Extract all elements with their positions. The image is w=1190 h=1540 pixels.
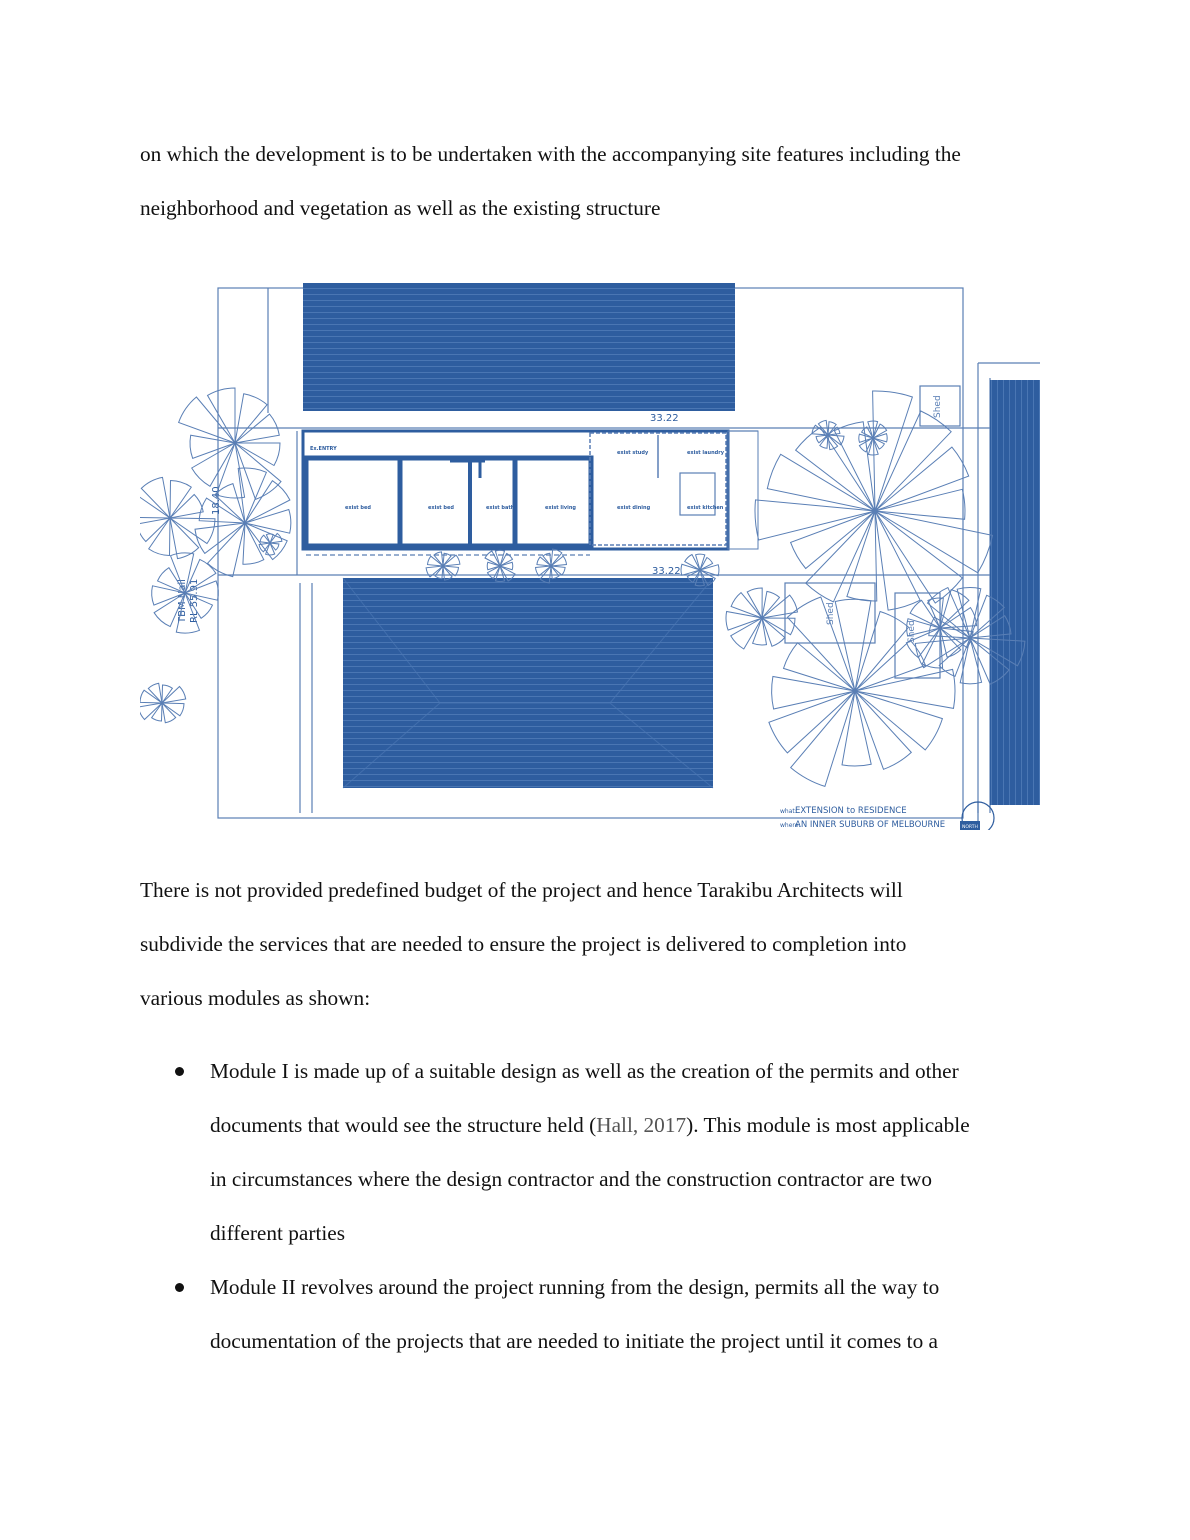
tree-leaf: [755, 500, 875, 540]
site-plan-drawing: [140, 283, 1040, 830]
tree-leaf: [940, 628, 961, 657]
tree-leaf: [266, 543, 275, 555]
tree-symbol: [812, 420, 844, 449]
room-label-bath: exist bath: [486, 505, 515, 511]
tree-leaf: [428, 556, 444, 566]
bullet-icon: [175, 1067, 184, 1076]
tree-leaf: [762, 618, 785, 646]
tree-leaf: [816, 435, 828, 443]
tree-symbol: [536, 549, 567, 583]
tree-leaf: [235, 394, 267, 443]
tree-symbol: [755, 391, 992, 610]
tree-leaf: [681, 564, 700, 575]
rl-label: RL 55.91: [189, 578, 200, 623]
tree-leaf: [537, 557, 551, 566]
tree-leaf: [140, 703, 162, 720]
tree-leaf: [731, 593, 762, 618]
tree-leaf: [140, 690, 162, 703]
what-key: what:: [780, 808, 797, 815]
tree-leaf: [170, 518, 215, 544]
tree-leaf: [772, 677, 855, 710]
where-key: where:: [780, 822, 801, 829]
room-label-living: exist living: [545, 505, 576, 511]
module-1-line-2: [210, 1098, 1060, 1152]
tree-leaf: [834, 422, 875, 511]
tree-leaf: [551, 556, 567, 566]
room-label-dining: exist dining: [617, 505, 651, 511]
site-plan-figure: [140, 283, 1040, 830]
room-label-kitchen: exist kitchen: [687, 505, 724, 511]
tree-symbol: [140, 477, 215, 558]
north-label: NORTH: [962, 825, 978, 830]
tree-leaf: [784, 643, 856, 691]
tree-leaf: [245, 481, 290, 523]
tree-leaf: [762, 591, 780, 618]
tree-symbol: [769, 597, 955, 786]
shed-label-a: Shed: [933, 395, 943, 418]
tree-symbol: [726, 588, 797, 649]
tree-leaf: [868, 421, 878, 438]
room-label-study: exist study: [617, 450, 649, 456]
tree-leaf: [192, 443, 235, 486]
modules-list: [140, 1044, 1060, 1368]
tree-symbol: [140, 683, 186, 722]
module-2-line-2: documentation of the projects that are needed to initiate the project until it comes to a: [210, 1329, 938, 1353]
tree-symbol: [179, 388, 281, 499]
module-1-line-4: different parties: [210, 1221, 346, 1245]
intro-line-1: on which the development is to be undertaken with the accompanying site features including the: [140, 142, 961, 166]
module-2-line-1: Module II revolves around the project running from the design, permits all the way to: [210, 1275, 940, 1299]
tree-symbol: [426, 552, 460, 580]
room-label-entry: Ex.ENTRY: [310, 446, 337, 452]
tree-leaf: [551, 549, 562, 566]
tbm-nail-label: TBM Nail: [177, 579, 188, 623]
shed-label-c: Shed: [907, 620, 917, 643]
tree-leaf: [875, 447, 969, 511]
module-1-line-2-start: documents that would see the structure held (: [210, 1113, 597, 1137]
tree-leaf: [170, 495, 203, 519]
title-block: [780, 802, 994, 830]
tree-leaf: [195, 523, 245, 553]
bullet-icon: [175, 1283, 184, 1292]
dimension-top: 33.22: [650, 413, 679, 424]
tree-leaf: [443, 566, 452, 580]
module-1-line-1: Module I is made up of a suitable design as well as the creation of the permits and other: [210, 1059, 959, 1083]
where-value: AN INNER SUBURB OF MELBOURNE: [795, 820, 946, 830]
tree-leaf: [162, 703, 184, 716]
tree-leaf: [696, 554, 705, 570]
tree-symbol: [195, 468, 291, 577]
tree-leaf: [762, 595, 798, 618]
budget-line-2: subdivide the services that are needed to ensure the project is delivered to completion into: [140, 932, 907, 956]
tree-leaf: [875, 511, 993, 573]
room-label-laundry: exist laundry: [687, 450, 724, 456]
tree-leaf: [434, 552, 443, 566]
tree-leaf: [875, 511, 962, 603]
shed-label-b: Shed: [826, 602, 836, 625]
intro-paragraph: [140, 127, 1050, 235]
room-label-bed-1: exist bed: [345, 505, 371, 511]
tree-leaf: [700, 565, 719, 576]
tree-leaf: [148, 683, 162, 703]
tree-leaf: [443, 566, 459, 576]
tree-leaf: [855, 691, 942, 750]
neighbour-roof-north: [303, 283, 735, 411]
what-value: EXTENSION to RESIDENCE: [795, 806, 907, 816]
tree-leaf: [875, 511, 920, 610]
citation-link[interactable]: Hall, 2017: [596, 1113, 687, 1137]
dimension-bottom: 33.22: [652, 566, 681, 577]
tree-leaf: [536, 566, 552, 576]
neighbour-roof-east: [990, 380, 1040, 805]
list-item-module-2: [140, 1260, 1060, 1368]
tree-leaf: [170, 481, 191, 519]
module-1-line-3: in circumstances where the design contractor and the construction contractor are two: [210, 1167, 933, 1191]
module-1-line-2-end: ). This module is most applicable: [686, 1113, 970, 1137]
tree-leaf: [806, 511, 875, 602]
tree-leaf: [140, 518, 170, 542]
tree-leaf: [495, 550, 504, 566]
tree-leaf: [162, 703, 176, 723]
tree-leaf: [443, 555, 460, 566]
tree-leaf: [791, 691, 855, 786]
tree-leaf: [162, 687, 186, 704]
list-item-module-1: [140, 1044, 1060, 1260]
tree-leaf: [812, 425, 828, 435]
neighbour-roof-south: [343, 578, 713, 788]
tree-leaf: [551, 566, 565, 575]
tree-leaf: [940, 590, 969, 628]
tree-leaf: [842, 691, 871, 766]
tree-leaf: [796, 427, 875, 511]
budget-line-3: various modules as shown:: [140, 986, 371, 1010]
intro-line-2: neighborhood and vegetation as well as the existing structure: [140, 196, 661, 220]
dimension-side: 18.40: [211, 486, 222, 515]
tree-leaf: [835, 599, 871, 691]
tree-leaf: [179, 397, 235, 443]
tree-leaf: [551, 566, 559, 579]
tree-leaf: [266, 534, 273, 543]
tree-leaf: [820, 435, 828, 448]
budget-line-1: There is not provided predefined budget of the project and hence Tarakibu Architects will: [140, 878, 903, 902]
tree-leaf: [141, 477, 170, 518]
tree-leaf: [149, 518, 170, 556]
room-label-bed-2: exist bed: [428, 505, 454, 511]
budget-paragraph: [140, 863, 1050, 1025]
tree-leaf: [855, 612, 909, 692]
